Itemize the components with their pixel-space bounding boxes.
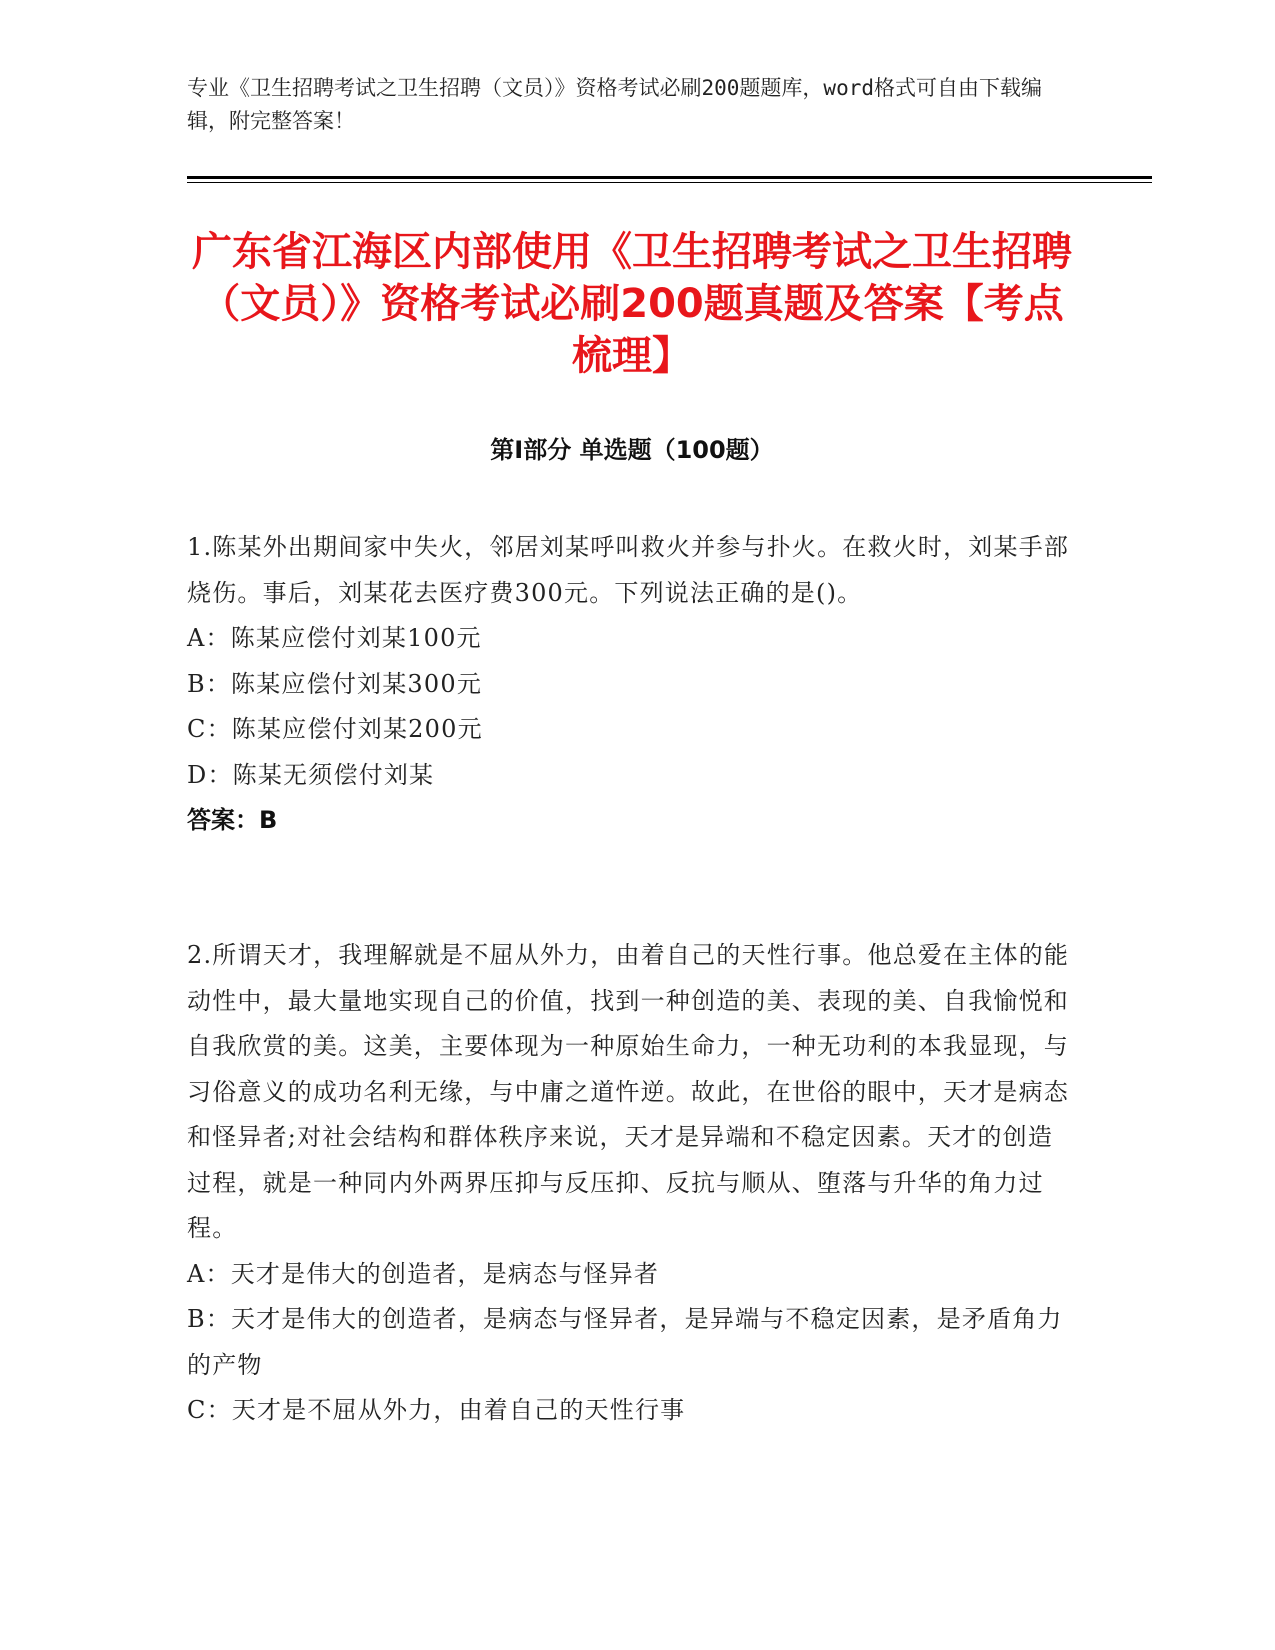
question-1 bbox=[187, 525, 1077, 844]
option-a: A：陈某应偿付刘某100元 bbox=[187, 624, 482, 652]
header-rule-thick bbox=[187, 176, 1152, 179]
section-heading: 第I部分 单选题（100题） bbox=[490, 436, 774, 464]
header-rule-thin bbox=[187, 182, 1152, 183]
option-c: C：天才是不屈从外力，由着自己的天性行事 bbox=[187, 1396, 686, 1424]
option-b: B：天才是伟大的创造者，是病态与怪异者，是异端与不稳定因素，是矛盾角力的产物 bbox=[187, 1305, 1063, 1379]
header-note: 专业《卫生招聘考试之卫生招聘（文员）》资格考试必刷200题题库，word格式可自由下载编辑，附完整答案！ bbox=[187, 76, 1042, 133]
option-d: D：陈某无须偿付刘某 bbox=[187, 760, 435, 789]
option-c: C：陈某应偿付刘某200元 bbox=[187, 715, 483, 743]
document-title: 广东省江海区内部使用《卫生招聘考试之卫生招聘（文员）》资格考试必刷200题真题及答案【考点梳理】 bbox=[192, 229, 1072, 379]
question-stem: 1.陈某外出期间家中失火，邻居刘某呼叫救火并参与扑火。在救火时，刘某手部烧伤。事后，刘某花去医疗费300元。下列说法正确的是()。 bbox=[187, 533, 1070, 607]
option-a: A：天才是伟大的创造者，是病态与怪异者 bbox=[187, 1259, 660, 1288]
question-stem: 2.所谓天才，我理解就是不屈从外力，由着自己的天性行事。他总爱在主体的能动性中，最大量地实现自己的价值，找到一种创造的美、表现的美、自我愉悦和自我欣赏的美。这美，主要体现为一种原始生命力，一种无功利的本我显现，与习俗意义的成功名利无缘，与中庸之道忤逆。故此，在世俗的眼中，天才是病态和怪异者;对社会结构和群体秩序来说，天才是异端和不稳定因素。天才的创造过程，就是一种同内外两界压抑与反压抑、反抗与顺从、堕落与升华的角力过程。 bbox=[187, 941, 1070, 1242]
question-2 bbox=[187, 933, 1077, 1434]
option-b: B：陈某应偿付刘某300元 bbox=[187, 669, 483, 698]
answer-line: 答案：B bbox=[187, 806, 278, 834]
